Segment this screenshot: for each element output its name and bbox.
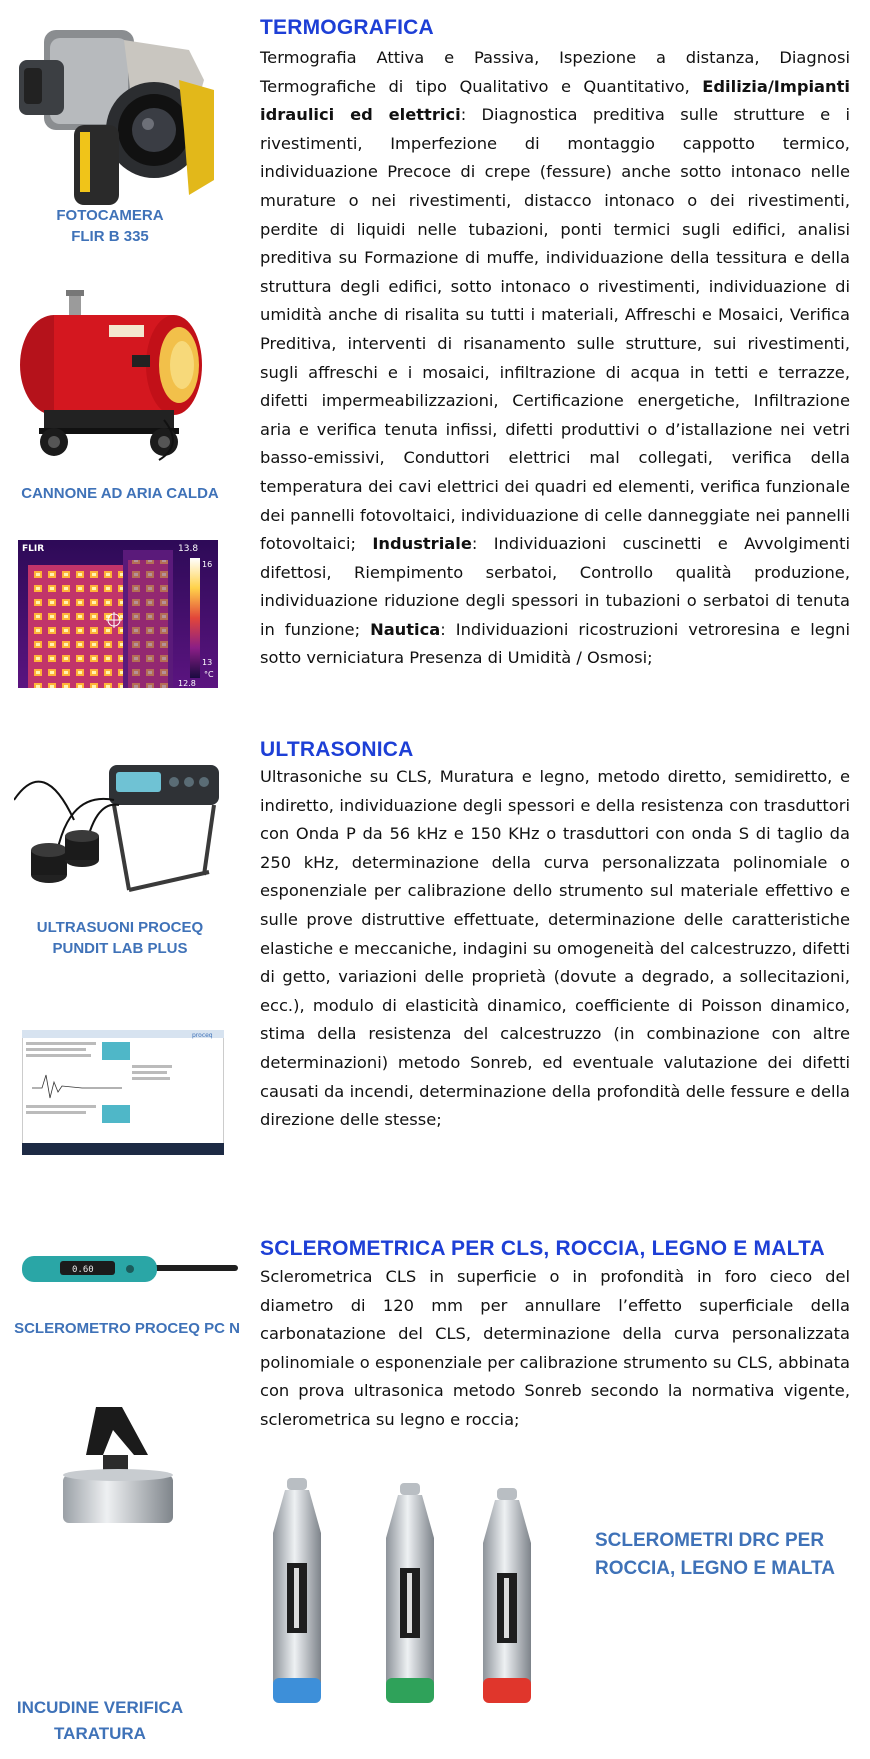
caption-proceq-pcn: SCLEROMETRO PROCEQ PC N [14, 1320, 240, 1337]
caption-pundit-line1: ULTRASUONI PROCEQ [36, 919, 204, 936]
thermal-unit: °C [204, 670, 214, 679]
section-title-termografica: TERMOGRAFICA [260, 16, 434, 39]
thermal-scale-min: 12.8 [178, 679, 196, 688]
caption-fotocamera-line1: FOTOCAMERA [56, 207, 164, 224]
termografica-text-2: : Diagnostica preditiva sulle strutture e i rivestimenti, Imperfezione di montaggio cappotto termico, individuazione Precoce di crepe (fessure) anche sotto intonaco nelle murature o nei rivestimenti, distacco intonaco o dei rivestimenti, perdite di liquidi nelle tubazioni, ponti termici sugli edifici, analisi preditiva su Formazione di muffe, individuazione della tessitura e della struttura degli edifici, sotto intonaco o rivestimenti, individuazione di umidità anche di risalita su tutti i materiali, Affreschi e Mosaici, Verifica Preditiva, interventi di risanamento sulle strutture, sui rivestimenti, sugli affreschi e i mosaici, infiltrazione di acqua in tetti e terrazze, difetti impermeabilizzazioni, Certificazione energetiche, Infiltrazione aria e verifica tenuta infissi, difetti produttivi o d’istallazione nei vetri basso-emissivi, Conduttori elettrici mal collegati, verifica della temperatura dei cavi elettrici dei quadri ed elementi, verifica funzionale dei pannelli fotovoltaici, individuazione di celle danneggiate nei pannelli fotovoltaici; [260, 105, 851, 554]
flir-camera-image [14, 20, 224, 220]
thermal-logo: FLIR [22, 544, 45, 554]
sclerometrica-paragraph: Sclerometrica CLS in superficie o in profondità in foro cieco del diametro di 120 mm per annullare l’effetto superficiale della carbonatazione del CLS, determinazione della curva personalizzata polinomiale o esponenziale per calibrazione strumento su CLS, abbinata con prova ultrasonica metodo Sonreb secondo la normativa vigente, sclerometrica su legno e roccia; [260, 1267, 850, 1429]
thermal-scale-top: 16 [202, 560, 213, 569]
termografica-text-1: Termografia Attiva e Passiva, Ispezione a distanza, Diagnosi Termografiche di tipo Qualitativo e Quantitativo, [260, 48, 850, 96]
caption-fotocamera-line2: FLIR B 335 [71, 228, 149, 245]
software-brand: proceq [192, 1032, 213, 1039]
caption-drc [595, 1527, 865, 1583]
thermal-scale-bottom: 13 [202, 658, 213, 667]
termografica-bold-nautica: Nautica [370, 619, 441, 639]
section-title-ultrasonica: ULTRASONICA [260, 738, 414, 761]
anvil-image [58, 1405, 178, 1530]
caption-drc-line2: ROCCIA, LEGNO E MALTA [595, 1558, 835, 1579]
drc-sclerometer-red [483, 1488, 531, 1703]
drc-sclerometer-blue [273, 1478, 321, 1703]
termografica-bold-industriale: Industriale [372, 534, 472, 554]
pundit-software-screenshot [22, 1030, 224, 1155]
termografica-paragraph [260, 44, 850, 673]
caption-anvil [10, 1695, 190, 1747]
section-title-sclerometrica: SCLEROMETRICA PER CLS, ROCCIA, LEGNO E MALTA [260, 1237, 825, 1260]
hot-air-cannon-image [14, 290, 224, 470]
caption-anvil-line2: TARATURA [54, 1724, 146, 1743]
proceq-hammer-image [20, 1250, 240, 1288]
caption-anvil-line1: INCUDINE VERIFICA [16, 1698, 184, 1717]
pundit-lab-image [14, 760, 229, 905]
hammer-display-value: 0.60 [72, 1265, 94, 1275]
caption-fotocamera [30, 205, 190, 247]
drc-sclerometers-image [265, 1478, 565, 1713]
caption-pundit [20, 917, 220, 959]
termografica-text-4: : Individuazioni ricostruzioni vetroresina e legni sotto verniciatura Presenza di Umidità / Osmosi; [260, 619, 850, 668]
termografica-bold-edilizia: Edilizia/Impianti idraulici ed elettrici [260, 76, 850, 125]
caption-cannone: CANNONE AD ARIA CALDA [21, 485, 219, 502]
drc-sclerometer-green [386, 1483, 434, 1703]
caption-pundit-line2: PUNDIT LAB PLUS [52, 940, 188, 957]
thermal-scale-max: 13.8 [178, 544, 199, 554]
termografica-text-3: : Individuazioni cuscinetti e Avvolgimenti difettosi, Riempimento serbatoi, Controllo qualità produzione, individuazione riduzione degli spessori in tubazioni o serbatoi di tenuta in funzione; [260, 534, 850, 639]
thermal-building-image [18, 540, 218, 688]
caption-drc-line1: SCLEROMETRI DRC PER [595, 1530, 825, 1551]
ultrasonica-paragraph: Ultrasoniche su CLS, Muratura e legno, metodo diretto, semidiretto, e indiretto, individuazione degli spessori e della resistenza con trasduttori con Onda P da 56 kHz e 150 KHz o trasduttori con onda S di taglio da 250 kHz, determinazione della curva personalizzata polinomiale o esponenziale per calibrazione dello strumento sul materiale effettivo e sulle prove distruttive effettuate, determinazione delle caratteristiche elastiche e meccaniche, indagini su omogeneità del calcestruzzo, difetti di getto, variazioni delle proprietà (dovute a degrado, a sollecitazioni, ecc.), modulo di elasticità dinamico, coefficiente di Poisson dinamico, stima della resistenza del calcestruzzo (in combinazione con altre determinazioni) metodo Sonreb, ed eventuale valutazione dei difetti causati da incendi, determinazione della profondità delle fessure e della direzione delle stesse; [260, 767, 850, 1130]
